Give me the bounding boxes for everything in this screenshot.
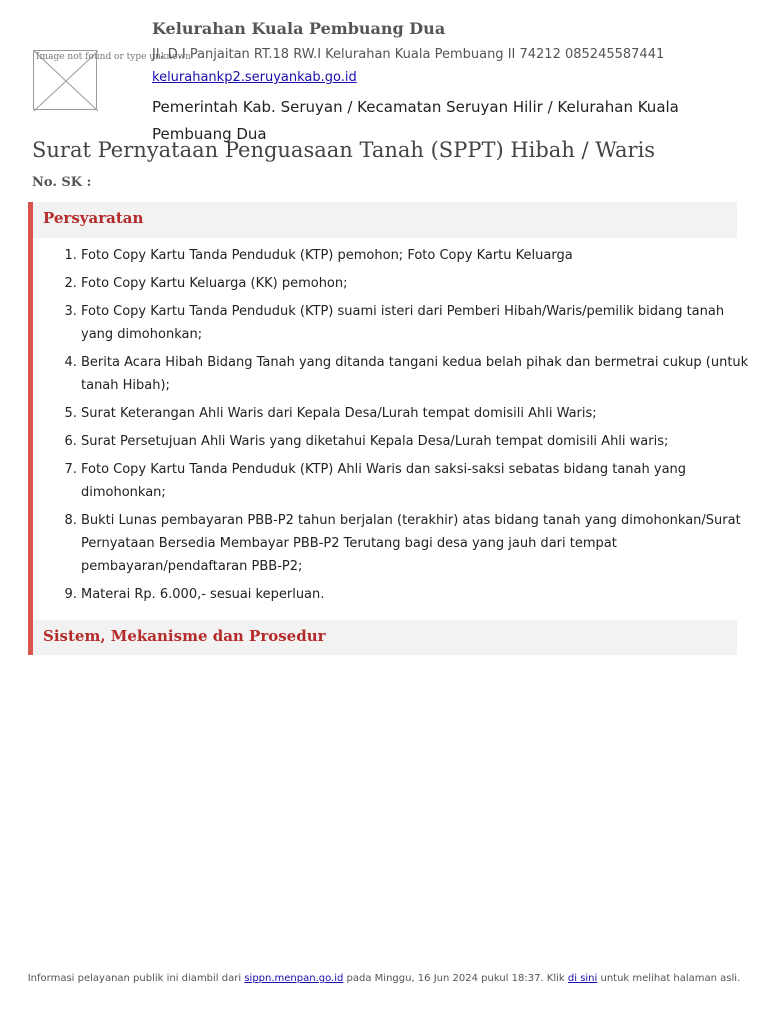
org-name: Kelurahan Kuala Pembuang Dua [152, 19, 446, 38]
logo-alt-text: Image not found or type unknown [36, 52, 192, 62]
list-item: 9. Materai Rp. 6.000,- sesuai keperluan. [81, 583, 753, 606]
section-header-persyaratan [28, 202, 737, 238]
footer-middle: pada Minggu, 16 Jun 2024 pukul 18:37. Klik [346, 973, 565, 984]
org-address: Jl. D.I Panjaitan RT.18 RW.I Kelurahan Kuala Pembuang II 74212 085245587441 [152, 47, 665, 62]
org-website-link[interactable]: kelurahankp2.seruyankab.go.id [152, 70, 357, 85]
list-item: 7. Foto Copy Kartu Tanda Penduduk (KTP) Ahli Waris dan saksi-saksi sebatas bidang tanah yang dimohonkan; [81, 458, 753, 504]
list-item: 8. Bukti Lunas pembayaran PBB-P2 tahun berjalan (terakhir) atas bidang tanah yang dimohonkan/Surat Pernyataan Bersedia Membayar PBB-P2 Terutang bagi desa yang jauh dari tempat pembayaran/pendaftaran PBB-P2; [81, 509, 753, 578]
section-title: Sistem, Mekanisme dan Prosedur [43, 627, 326, 645]
doc-number-label: No. SK : [32, 175, 92, 190]
list-item: 1. Foto Copy Kartu Tanda Penduduk (KTP) pemohon; Foto Copy Kartu Keluarga [81, 244, 753, 267]
list-item: 2. Foto Copy Kartu Keluarga (KK) pemohon; [81, 272, 753, 295]
list-item: 6. Surat Persetujuan Ahli Waris yang diketahui Kepala Desa/Lurah tempat domisili Ahli waris; [81, 430, 753, 453]
footer-suffix: untuk melihat halaman asli. [600, 973, 741, 984]
list-item: 5. Surat Keterangan Ahli Waris dari Kepala Desa/Lurah tempat domisili Ahli Waris; [81, 402, 753, 425]
list-item: 4. Berita Acara Hibah Bidang Tanah yang ditanda tangani kedua belah pihak dan bermetrai cukup (untuk tanah Hibah); [81, 351, 753, 397]
footer-prefix: Informasi pelayanan publik ini diambil dari [27, 973, 242, 984]
page-title: Surat Pernyataan Penguasaan Tanah (SPPT) Hibah / Waris [32, 138, 656, 162]
logo-placeholder [33, 50, 192, 110]
footer-note [0, 973, 768, 984]
requirements-list [58, 244, 753, 611]
org-hierarchy: Pemerintah Kab. Seruyan / Kecamatan Seruyan Hilir / Kelurahan Kuala Pembuang Dua [152, 98, 679, 143]
section-title: Persyaratan [43, 209, 144, 227]
section-accent-line [28, 238, 33, 620]
source-link[interactable]: sippn.menpan.go.id [244, 973, 344, 984]
list-item: 3. Foto Copy Kartu Tanda Penduduk (KTP) suami isteri dari Pemberi Hibah/Waris/pemilik bidang tanah yang dimohonkan; [81, 300, 753, 346]
section-header-prosedur [28, 620, 737, 655]
original-page-link[interactable]: di sini [567, 973, 598, 984]
